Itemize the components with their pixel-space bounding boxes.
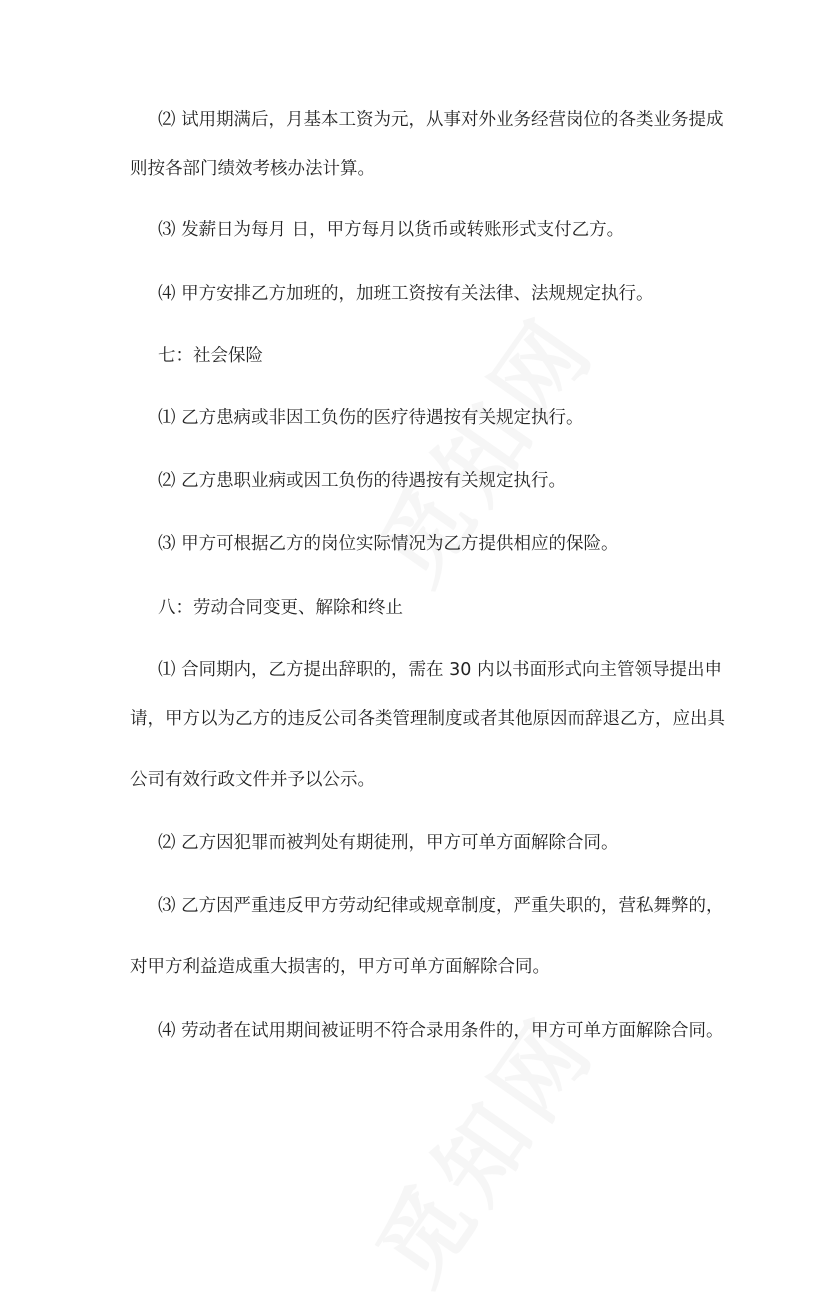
paragraph-line: 请，甲方以为乙方的违反公司各类管理制度或者其他原因而辞退乙方，应出具 xyxy=(130,709,725,729)
paragraph-line: ⑴ 乙方患病或非因工负伤的医疗待遇按有关规定执行。 xyxy=(158,408,584,428)
section-heading: 八：劳动合同变更、解除和终止 xyxy=(158,598,403,618)
paragraph-line: ⑵ 乙方患职业病或因工负伤的待遇按有关规定执行。 xyxy=(158,471,567,491)
paragraph-line: 则按各部门绩效考核办法计算。 xyxy=(130,159,375,179)
watermark xyxy=(341,285,620,605)
paragraph-line: ⑶ 甲方可根据乙方的岗位实际情况为乙方提供相应的保险。 xyxy=(158,534,619,554)
paragraph-line: ⑵ 试用期满后，月基本工资为元，从事对外业务经营岗位的各类业务提成 xyxy=(158,110,724,130)
paragraph-line: ⑴ 合同期内，乙方提出辞职的，需在 30 内以书面形式向主管领导提出申 xyxy=(158,660,722,680)
paragraph-line: ⑵ 乙方因犯罪而被判处有期徒刑，甲方可单方面解除合同。 xyxy=(158,833,619,853)
paragraph-line: ⑶ 发薪日为每月 日，甲方每月以货币或转账形式支付乙方。 xyxy=(158,220,625,240)
paragraph-line: 对甲方利益造成重大损害的，甲方可单方面解除合同。 xyxy=(130,957,550,977)
paragraph-line: 公司有效行政文件并予以公示。 xyxy=(130,770,375,790)
paragraph-line: ⑷ 劳动者在试用期间被证明不符合录用条件的，甲方可单方面解除合同。 xyxy=(158,1021,724,1041)
paragraph-line: ⑷ 甲方安排乙方加班的，加班工资按有关法律、法规规定执行。 xyxy=(158,284,654,304)
paragraph-line: ⑶ 乙方因严重违反甲方劳动纪律或规章制度，严重失职的，营私舞弊的， xyxy=(158,896,724,916)
section-heading: 七：社会保险 xyxy=(158,346,263,366)
